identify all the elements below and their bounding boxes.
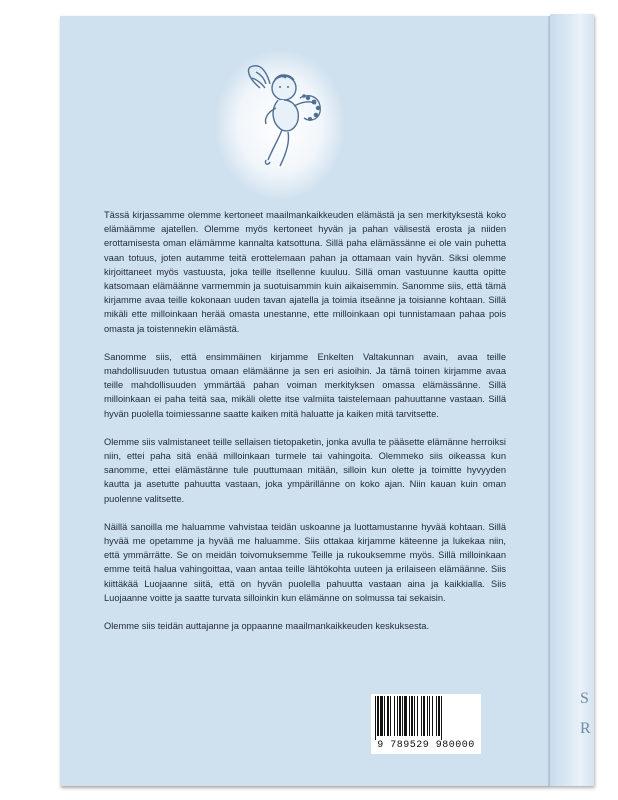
barcode-bar — [404, 696, 407, 736]
paragraph: Sanomme siis, että ensimmäinen kirjamme Enkelten Valtakunnan avain, avaa teille mahdollisuuden tutustua omaan elämäänne ja sen eri asioihin. Ja tämä toinen kirjamme avaa teille mahdollisuuden ymmärtää pahan voiman merkityksen omassa elämässänne. Sillä milloinkaan ei paha teitä saa, mikäli olette itse valmiita taistelemaan pahuuttanne vastaan. Sillä hyvän puolella toimiessanne saatte kaiken mitä haluatte ja kaiken mitä tarvitsette. — [104, 351, 506, 419]
spine-letter: S — [580, 690, 589, 707]
barcode-bar — [390, 696, 391, 736]
barcode-bar — [387, 696, 389, 736]
cherub-illustration-icon — [238, 58, 328, 178]
paragraph: Olemme siis valmistaneet teille sellaisen tietopaketin, jonka avulla te pääsette elämänne herroiksi niin, ettei paha sitä enää milloinkaan turmele tai vahingoita. Olemmeko siis oikeassa kun sanomme, ettei elämästänne tule puuttumaan mitään, silloin kun olette ja toimitte hyvyyden kautta ja asetutte pahuutta vastaan, joka ympärillänne on koko ajan. Niin kauan kuin oman puolenne valitsette. — [104, 436, 506, 504]
barcode-bar — [411, 696, 413, 736]
barcode-bar — [436, 696, 437, 736]
barcode-bar — [384, 696, 385, 736]
barcode-bar — [402, 696, 403, 736]
barcode-bar — [427, 696, 428, 736]
barcode-bar — [375, 696, 376, 740]
barcode-bar — [423, 696, 425, 736]
barcode-bar — [429, 696, 430, 736]
barcode-bar — [409, 696, 410, 736]
barcode-bar — [399, 696, 401, 736]
barcode-bar — [441, 696, 442, 740]
barcode-bar — [397, 696, 398, 736]
book-spine — [550, 14, 594, 786]
paragraph: Näillä sanoilla me haluamme vahvistaa teidän uskoanne ja luottamustanne hyvää kohtaan. Sillä hyvää me opetamme ja hyvää me haluamme. Siis ottakaa kirjamme käteenne ja lukekaa niin, että ymmärrätte. Se on meidän toivomuksemme Teille ja rukouksemme myös. Sillä milloinkaan emme teitä halua vahingoittaa, vaan antaa teille lähtökohta uuteen ja erilaiseen elämäänne. Siis kiittäkää Luojaanne siitä, että on hyvän puolella pahuutta vastaan aina ja kaikkialla. Siis Luojaanne voitte ja saatte turvata silloinkin kun elämänne on solmussa tai sekaisin. — [104, 521, 506, 603]
barcode-bar — [377, 696, 379, 736]
barcode-bar — [414, 696, 415, 736]
spine-letter: R — [580, 720, 591, 737]
paragraph: Olemme siis teidän auttajanne ja oppaanne maailmankaikkeuden keskuksesta. — [104, 621, 430, 632]
barcode-bar — [417, 696, 418, 736]
isbn-barcode — [371, 694, 481, 754]
barcode-bar — [438, 696, 440, 736]
paragraph: Tässä kirjassamme olemme kertoneet maailmankaikkeuden elämästä ja sen merkityksestä koko elämäämme ajatellen. Olemme myös kertoneet hyvän ja pahan välisestä erosta ja niiden erottamisesta oman elämämme kannalta katsottuna. Sillä paha elämässänne ei ole vain puhetta vaan totuus, joten autamme teitä erottelemaan pahan ja ottamaan vain hyvän. Siksi olemme kirjoittaneet myös vastuusta, joka teille itsellenne kuuluu. Sillä oman vastuunne kautta opitte katsomaan elämäänne varmemmin ja suotuisammin kuin aikaisemmin. Sanomme siis, että tämä kirjamme avaa teille kokonaan uuden tavan ajatella ja toimia itseänne ja toisianne kohtaan. Sillä mikäli ette milloinkaan herää omasta unestanne, ette milloinkaan opi tunnistamaan pahaa pois omasta ja toistennekin elämästä. — [104, 210, 506, 334]
barcode-bar — [432, 696, 433, 736]
barcode-bar — [421, 696, 422, 736]
barcode-number: 9 789529 980000 — [377, 740, 475, 751]
barcode-bars — [373, 696, 479, 740]
barcode-bar — [380, 696, 383, 736]
barcode-bar — [394, 696, 395, 736]
back-cover-text — [104, 208, 506, 647]
